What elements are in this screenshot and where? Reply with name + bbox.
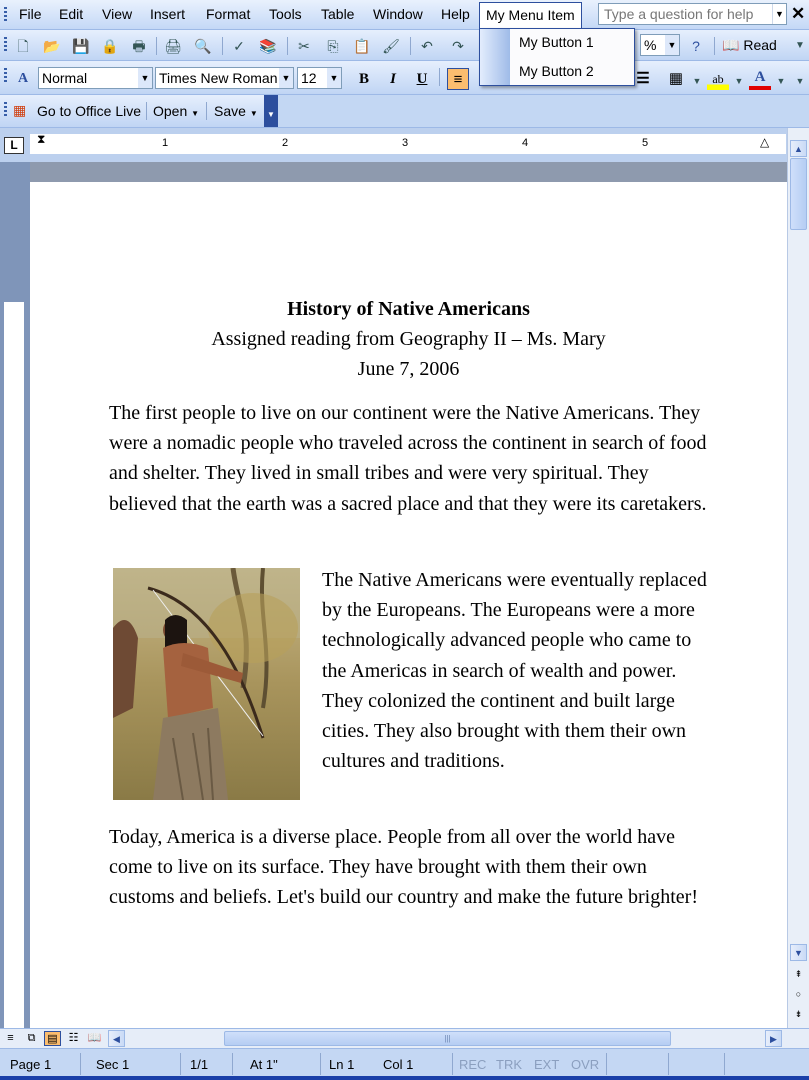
archer-illustration (113, 568, 300, 800)
toolbar-options-icon[interactable]: ▼ (795, 76, 805, 86)
close-icon[interactable]: ✕ (791, 4, 806, 23)
paragraph-2: The Native Americans were eventually replaced by the Europeans. The Europeans were a more technologically advanced people who came to the Americas in search of wealth and power. They colonized the continent and built large cities. They also brought with them their own cultures and traditions. (322, 569, 707, 773)
save-icon[interactable]: 💾 (72, 38, 90, 54)
ruler-tick: 3 (402, 137, 409, 149)
separator (439, 68, 440, 86)
vertical-scroll-thumb[interactable] (790, 158, 807, 230)
chevron-down-icon[interactable]: ▼ (776, 76, 786, 86)
separator (287, 37, 288, 55)
chevron-down-icon[interactable]: ▼ (327, 68, 341, 88)
font-color-icon[interactable]: A (749, 68, 771, 90)
style-combo[interactable] (38, 67, 153, 89)
zoom-combo[interactable] (640, 34, 680, 56)
separator (80, 1053, 81, 1075)
save-menu-button[interactable] (214, 103, 258, 119)
normal-view-icon[interactable]: ≡ (7, 1032, 14, 1044)
bullets-icon[interactable]: ☰ (636, 70, 650, 87)
right-indent-marker-icon[interactable]: △ (760, 135, 770, 149)
menu-bar (0, 0, 809, 30)
native-american-archer-image[interactable] (113, 568, 300, 800)
format-painter-icon[interactable]: 🖌 (382, 38, 400, 54)
previous-page-icon[interactable]: ⇞ (794, 969, 803, 979)
toolbar-grip[interactable] (4, 37, 7, 53)
office-live-icon: ▦ (13, 102, 27, 118)
separator (452, 1053, 453, 1075)
read-label: Read (743, 37, 777, 53)
standard-toolbar (0, 30, 809, 61)
status-section: Sec 1 (96, 1057, 130, 1072)
scroll-right-icon[interactable]: ▶ (765, 1030, 782, 1047)
menu-my-button-2[interactable]: My Button 2 (519, 63, 594, 79)
separator (724, 1053, 725, 1075)
separator (606, 1053, 607, 1075)
my-menu-dropdown (479, 28, 635, 86)
taskbar-strip (0, 1076, 809, 1080)
zoom-suffix: % (644, 37, 657, 53)
chevron-down-icon[interactable]: ▼ (734, 76, 744, 86)
chevron-down-icon[interactable]: ▼ (279, 68, 293, 88)
chevron-down-icon[interactable]: ▼ (665, 35, 679, 55)
borders-icon[interactable]: ▦ (668, 70, 684, 87)
chevron-down-icon[interactable]: ▼ (138, 68, 152, 88)
menu-my-menu-item[interactable]: My Menu Item (479, 2, 582, 28)
print-icon[interactable]: 🖶 (132, 38, 146, 54)
separator (180, 1053, 181, 1075)
separator (410, 37, 411, 55)
menu-window[interactable]: Window (373, 6, 423, 22)
web-layout-icon[interactable]: ⧉ (27, 1032, 36, 1044)
toolbar-options-icon[interactable]: ▼ (264, 95, 278, 127)
indent-marker-icon[interactable]: ⧗ (37, 132, 46, 146)
menu-table[interactable]: Table (321, 6, 355, 22)
open-menu-button[interactable] (153, 103, 199, 119)
ruler-tick: 1 (162, 137, 169, 149)
separator (714, 37, 715, 55)
office-live-group (0, 95, 278, 127)
chevron-down-icon[interactable]: ▼ (692, 76, 702, 86)
tab-selector[interactable]: L (4, 137, 24, 154)
vertical-ruler[interactable] (4, 162, 24, 1028)
font-size-value: 12 (301, 70, 317, 86)
spelling-icon[interactable]: ✓ (233, 38, 245, 54)
preview-magnifier-icon[interactable]: 🔍 (194, 38, 212, 54)
ruler-margin (4, 162, 24, 302)
research-icon[interactable]: 📚 (259, 38, 277, 54)
menu-insert[interactable]: Insert (150, 6, 186, 22)
status-ovr[interactable]: OVR (571, 1057, 600, 1072)
toolbar-grip[interactable] (4, 102, 7, 118)
read-button[interactable] (722, 37, 777, 54)
redo-icon[interactable]: ↷ (452, 38, 464, 54)
horizontal-scrollbar[interactable] (0, 1028, 809, 1048)
paste-icon[interactable]: 📋 (353, 38, 371, 54)
new-document-icon[interactable]: 🗋 (17, 38, 29, 54)
separator (206, 102, 207, 120)
separator (222, 37, 223, 55)
horizontal-scroll-thumb[interactable]: ||| (224, 1031, 671, 1046)
go-to-office-live-button[interactable]: Go to Office Live (37, 103, 142, 119)
style-value: Normal (42, 70, 88, 86)
cut-icon[interactable]: ✂ (298, 38, 310, 54)
save-label: Save (214, 103, 246, 119)
menu-grip[interactable] (4, 7, 7, 23)
status-page: Page 1 (10, 1057, 52, 1072)
separator (232, 1053, 233, 1075)
menu-view[interactable]: View (102, 6, 133, 22)
vertical-scrollbar[interactable] (787, 128, 809, 1028)
align-left-icon[interactable]: ≡ (447, 68, 469, 90)
permission-icon[interactable]: 🔒 (101, 38, 119, 54)
help-search-input[interactable] (598, 3, 787, 25)
page-top-margin (30, 162, 787, 182)
open-label: Open (153, 103, 188, 119)
italic-button[interactable]: I (390, 71, 396, 87)
status-line: Ln 1 (329, 1057, 355, 1072)
ruler-tick: 4 (522, 137, 529, 149)
print-layout-icon[interactable]: ▤ (44, 1031, 61, 1046)
document-page[interactable] (30, 182, 787, 1028)
separator (320, 1053, 321, 1075)
horizontal-ruler[interactable] (30, 134, 786, 154)
font-combo[interactable] (155, 67, 294, 89)
font-size-combo[interactable] (297, 67, 342, 89)
document-date: June 7, 2006 (357, 358, 460, 380)
status-trk[interactable]: TRK (496, 1057, 522, 1072)
scroll-down-icon[interactable]: ▼ (790, 944, 807, 961)
menu-file[interactable]: File (19, 6, 42, 22)
undo-icon[interactable]: ↶ (421, 38, 433, 54)
open-folder-icon[interactable]: 📂 (43, 38, 61, 54)
menu-tools[interactable]: Tools (269, 6, 302, 22)
status-page-count: 1/1 (190, 1057, 209, 1072)
scroll-up-icon[interactable]: ▲ (790, 140, 807, 157)
formatting-toolbar (0, 61, 809, 95)
book-icon: 📖 (722, 37, 740, 53)
separator (146, 102, 147, 120)
menu-help[interactable]: Help (441, 6, 470, 22)
toolbar-options-icon[interactable]: ▼ (795, 40, 805, 51)
menu-my-button-1[interactable]: My Button 1 (519, 34, 594, 50)
underline-button[interactable]: U (416, 71, 428, 87)
document-subtitle: Assigned reading from Geography II – Ms. Mary (211, 328, 606, 350)
next-page-icon[interactable]: ⇟ (794, 1009, 803, 1019)
paragraph-1: The first people to live on our continent were the Native Americans. They were a nomadic people who traveled across the continent in search of food and shelter. They lived in small tribes and were very spiritual. They believed that the earth was a sacred place and that they were its caretakers. (109, 402, 707, 515)
separator (156, 37, 157, 55)
status-ext[interactable]: EXT (534, 1057, 560, 1072)
scroll-left-icon[interactable]: ◀ (108, 1030, 125, 1047)
paragraph-3: Today, America is a diverse place. People from all over the world have come to live on its surface. They have brought with them their own customs and beliefs. Let's build our country and make the future brighter! (109, 826, 698, 909)
highlight-icon[interactable]: ab (707, 68, 729, 90)
help-icon[interactable]: ? (692, 38, 700, 54)
toolbar-grip[interactable] (4, 68, 7, 84)
document-title: History of Native Americans (287, 298, 530, 320)
status-column: Col 1 (383, 1057, 414, 1072)
copy-icon[interactable]: ⎘ (327, 38, 339, 54)
bold-button[interactable]: B (358, 71, 369, 87)
separator (668, 1053, 669, 1075)
reading-layout-icon[interactable]: 📖 (87, 1032, 102, 1044)
status-at: At 1" (250, 1057, 278, 1072)
help-placeholder: Type a question for help (604, 6, 754, 22)
chevron-down-icon[interactable]: ▼ (772, 4, 786, 24)
status-rec[interactable]: REC (459, 1057, 487, 1072)
outline-view-icon[interactable]: ☷ (68, 1032, 79, 1044)
menu-edit[interactable]: Edit (59, 6, 84, 22)
chevron-down-icon: ▼ (249, 109, 258, 118)
font-value: Times New Roman (159, 70, 278, 86)
ruler-row (0, 128, 809, 162)
menu-format[interactable]: Format (206, 6, 251, 22)
browse-object-icon[interactable]: ○ (795, 989, 802, 999)
styles-pane-icon[interactable]: A (17, 71, 29, 86)
chevron-down-icon: ▼ (191, 109, 200, 118)
print-preview-icon[interactable]: 🖨 (164, 38, 182, 54)
office-live-toolbar (0, 95, 809, 128)
ruler-tick: 5 (642, 137, 649, 149)
ruler-tick: 2 (282, 137, 289, 149)
